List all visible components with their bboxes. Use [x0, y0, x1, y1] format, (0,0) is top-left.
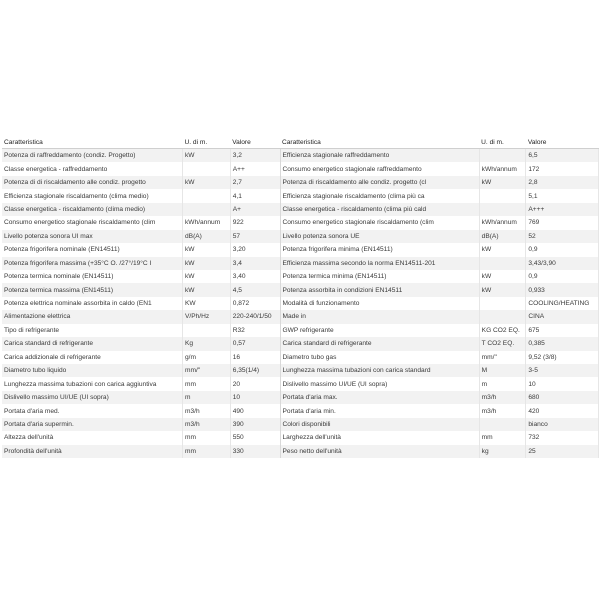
cell-valore-left: 330	[230, 445, 280, 458]
cell-caratteristica-right: Colori disponibili	[280, 418, 479, 431]
spec-table	[2, 136, 599, 458]
cell-caratteristica-left: Potenza frigorifera massima (+35°C O. /27°/19°C I	[2, 257, 183, 270]
cell-valore-right: 10	[526, 377, 599, 390]
cell-caratteristica-left: Potenza di raffreddamento (condiz. Progetto)	[2, 149, 183, 163]
cell-unit-right: kW	[479, 243, 526, 256]
cell-unit-right	[479, 418, 526, 431]
spec-body	[2, 149, 599, 459]
cell-caratteristica-left: Altezza dell'unità	[2, 431, 183, 444]
cell-valore-left: 3,2	[230, 149, 280, 163]
cell-unit-left: m	[183, 391, 231, 404]
cell-unit-left: mm	[183, 431, 231, 444]
cell-valore-left: 3,40	[230, 270, 280, 283]
cell-caratteristica-right: Potenza termica minima (EN14511)	[280, 270, 479, 283]
table-row	[2, 337, 599, 350]
cell-unit-left: dB(A)	[183, 230, 231, 243]
cell-valore-left: 922	[230, 216, 280, 229]
cell-caratteristica-left: Portata d'aria med.	[2, 404, 183, 417]
table-row	[2, 297, 599, 310]
table-row	[2, 283, 599, 296]
header-unit-right: U. di m.	[479, 136, 526, 149]
cell-valore-right: 3,43/3,90	[526, 257, 599, 270]
cell-unit-left: kW	[183, 243, 231, 256]
cell-valore-right: 0,9	[526, 243, 599, 256]
table-row	[2, 189, 599, 202]
cell-caratteristica-right: Efficienza massima secondo la norma EN14511-201	[280, 257, 479, 270]
cell-caratteristica-left: Classe energetica - raffreddamento	[2, 162, 183, 175]
cell-caratteristica-left: Diametro tubo liquido	[2, 364, 183, 377]
header-valore-left: Valore	[230, 136, 280, 149]
cell-valore-right: 52	[526, 230, 599, 243]
cell-valore-left: 390	[230, 418, 280, 431]
cell-caratteristica-left: Classe energetica - riscaldamento (clima medio)	[2, 203, 183, 216]
cell-caratteristica-left: Portata d'aria supermin.	[2, 418, 183, 431]
cell-unit-right	[479, 149, 526, 163]
cell-unit-left	[183, 203, 231, 216]
table-row	[2, 377, 599, 390]
cell-caratteristica-right: Potenza assorbita in condizioni EN14511	[280, 283, 479, 296]
cell-unit-left: kW	[183, 176, 231, 189]
cell-caratteristica-left: Efficienza stagionale riscaldamento (clima medio)	[2, 189, 183, 202]
cell-unit-left	[183, 324, 231, 337]
cell-caratteristica-right: Larghezza dell'unità	[280, 431, 479, 444]
cell-caratteristica-left: Potenza termica massima (EN14511)	[2, 283, 183, 296]
table-row	[2, 243, 599, 256]
cell-caratteristica-right: Classe energetica - riscaldamento (clima più cald	[280, 203, 479, 216]
table-row	[2, 351, 599, 364]
table-row	[2, 404, 599, 417]
cell-valore-left: 3,20	[230, 243, 280, 256]
cell-valore-right: 420	[526, 404, 599, 417]
cell-valore-right: 6,5	[526, 149, 599, 163]
table-row	[2, 203, 599, 216]
cell-valore-left: 0,872	[230, 297, 280, 310]
cell-unit-right	[479, 189, 526, 202]
cell-valore-right: 5,1	[526, 189, 599, 202]
cell-unit-right: kW	[479, 283, 526, 296]
cell-caratteristica-right: Consumo energetico stagionale riscaldamento (clim	[280, 216, 479, 229]
cell-caratteristica-right: Potenza di riscaldamento alle condiz. progetto (cl	[280, 176, 479, 189]
table-row	[2, 324, 599, 337]
cell-unit-right: m	[479, 377, 526, 390]
cell-unit-right: kg	[479, 445, 526, 458]
cell-valore-left: 4,5	[230, 283, 280, 296]
cell-caratteristica-right: Efficienza stagionale raffreddamento	[280, 149, 479, 163]
cell-caratteristica-right: Potenza frigorifera minima (EN14511)	[280, 243, 479, 256]
table-row	[2, 176, 599, 189]
cell-caratteristica-left: Alimentazione elettrica	[2, 310, 183, 323]
cell-unit-right	[479, 203, 526, 216]
cell-valore-right: 675	[526, 324, 599, 337]
cell-valore-left: A+	[230, 203, 280, 216]
cell-valore-left: 0,57	[230, 337, 280, 350]
cell-unit-right	[479, 257, 526, 270]
cell-unit-left: mm	[183, 377, 231, 390]
cell-caratteristica-left: Livello potenza sonora UI max	[2, 230, 183, 243]
cell-valore-left: 6,35(1/4)	[230, 364, 280, 377]
cell-caratteristica-left: Potenza elettrica nominale assorbita in caldo (EN1	[2, 297, 183, 310]
cell-unit-right: kWh/annum	[479, 216, 526, 229]
cell-valore-right: 2,8	[526, 176, 599, 189]
cell-valore-left: 3,4	[230, 257, 280, 270]
cell-caratteristica-left: Potenza di di riscaldamento alle condiz. progetto	[2, 176, 183, 189]
table-row	[2, 149, 599, 163]
header-row	[2, 136, 599, 149]
cell-caratteristica-right: GWP refrigerante	[280, 324, 479, 337]
cell-caratteristica-left: Potenza termica nominale (EN14511)	[2, 270, 183, 283]
cell-valore-right: 3-5	[526, 364, 599, 377]
cell-valore-left: 490	[230, 404, 280, 417]
cell-valore-right: 9,52 (3/8)	[526, 351, 599, 364]
cell-unit-left: kWh/annum	[183, 216, 231, 229]
cell-unit-left: kW	[183, 149, 231, 163]
cell-caratteristica-right: Consumo energetico stagionale raffreddamento	[280, 162, 479, 175]
cell-caratteristica-right: Efficienza stagionale riscaldamento (clima più ca	[280, 189, 479, 202]
cell-valore-right: 680	[526, 391, 599, 404]
cell-valore-left: 20	[230, 377, 280, 390]
table-row	[2, 391, 599, 404]
cell-valore-left: R32	[230, 324, 280, 337]
cell-unit-right: mm	[479, 431, 526, 444]
table-row	[2, 270, 599, 283]
header-caratteristica-left: Caratteristica	[2, 136, 183, 149]
cell-valore-left: A++	[230, 162, 280, 175]
cell-unit-left: V/Ph/Hz	[183, 310, 231, 323]
cell-unit-left: mm/"	[183, 364, 231, 377]
cell-caratteristica-right: Diametro tubo gas	[280, 351, 479, 364]
cell-caratteristica-right: Livello potenza sonora UE	[280, 230, 479, 243]
cell-caratteristica-left: Lunghezza massima tubazioni con carica aggiuntiva	[2, 377, 183, 390]
cell-valore-right: 0,933	[526, 283, 599, 296]
cell-unit-left: kW	[183, 257, 231, 270]
cell-valore-right: 769	[526, 216, 599, 229]
cell-valore-left: 10	[230, 391, 280, 404]
cell-unit-right: T CO2 EQ.	[479, 337, 526, 350]
table-row	[2, 162, 599, 175]
cell-caratteristica-left: Tipo di refrigerante	[2, 324, 183, 337]
cell-unit-right: dB(A)	[479, 230, 526, 243]
cell-unit-right: M	[479, 364, 526, 377]
cell-caratteristica-right: Made in	[280, 310, 479, 323]
table-row	[2, 364, 599, 377]
cell-caratteristica-left: Potenza frigorifera nominale (EN14511)	[2, 243, 183, 256]
cell-caratteristica-left: Consumo energetico stagionale riscaldamento (clim	[2, 216, 183, 229]
cell-unit-left	[183, 189, 231, 202]
cell-unit-left: KW	[183, 297, 231, 310]
cell-unit-right	[479, 297, 526, 310]
cell-unit-right: m3/h	[479, 391, 526, 404]
cell-unit-right	[479, 310, 526, 323]
cell-valore-left: 57	[230, 230, 280, 243]
cell-valore-right: 732	[526, 431, 599, 444]
cell-unit-right: mm/"	[479, 351, 526, 364]
cell-unit-right: kW	[479, 270, 526, 283]
cell-valore-left: 220-240/1/50	[230, 310, 280, 323]
header-caratteristica-right: Caratteristica	[280, 136, 479, 149]
table-row	[2, 418, 599, 431]
cell-caratteristica-left: Carica standard di refrigerante	[2, 337, 183, 350]
cell-valore-right: 172	[526, 162, 599, 175]
cell-caratteristica-right: Modalità di funzionamento	[280, 297, 479, 310]
cell-valore-left: 16	[230, 351, 280, 364]
cell-caratteristica-right: Peso netto dell'unità	[280, 445, 479, 458]
cell-valore-right: 0,385	[526, 337, 599, 350]
cell-unit-right: kWh/annum	[479, 162, 526, 175]
cell-caratteristica-right: Lunghezza massima tubazioni con carica standard	[280, 364, 479, 377]
cell-caratteristica-left: Dislivello massimo UI/UE (UI sopra)	[2, 391, 183, 404]
cell-unit-right: KG CO2 EQ.	[479, 324, 526, 337]
table-row	[2, 216, 599, 229]
cell-caratteristica-right: Portata d'aria min.	[280, 404, 479, 417]
cell-unit-left: Kg	[183, 337, 231, 350]
cell-valore-right: COOLING/HEATING	[526, 297, 599, 310]
cell-caratteristica-left: Carica addizionale di refrigerante	[2, 351, 183, 364]
header-unit-left: U. di m.	[183, 136, 231, 149]
cell-caratteristica-left: Profondità dell'unità	[2, 445, 183, 458]
cell-unit-left	[183, 162, 231, 175]
cell-caratteristica-right: Carica standard di refrigerante	[280, 337, 479, 350]
cell-unit-right: kW	[479, 176, 526, 189]
cell-unit-left: kW	[183, 283, 231, 296]
cell-unit-right: m3/h	[479, 404, 526, 417]
cell-valore-left: 550	[230, 431, 280, 444]
cell-valore-left: 2,7	[230, 176, 280, 189]
cell-unit-left: kW	[183, 270, 231, 283]
cell-unit-left: mm	[183, 445, 231, 458]
cell-caratteristica-right: Dislivello massimo UI/UE (UI sopra)	[280, 377, 479, 390]
cell-caratteristica-right: Portata d'aria max.	[280, 391, 479, 404]
cell-unit-left: g/m	[183, 351, 231, 364]
cell-valore-right: 0,9	[526, 270, 599, 283]
cell-valore-right: 25	[526, 445, 599, 458]
table-row	[2, 257, 599, 270]
table-row	[2, 445, 599, 458]
cell-valore-right: bianco	[526, 418, 599, 431]
cell-valore-right: A+++	[526, 203, 599, 216]
cell-unit-left: m3/h	[183, 418, 231, 431]
table-row	[2, 230, 599, 243]
header-valore-right: Valore	[526, 136, 599, 149]
table-row	[2, 310, 599, 323]
cell-valore-right: CINA	[526, 310, 599, 323]
cell-valore-left: 4,1	[230, 189, 280, 202]
table-row	[2, 431, 599, 444]
cell-unit-left: m3/h	[183, 404, 231, 417]
